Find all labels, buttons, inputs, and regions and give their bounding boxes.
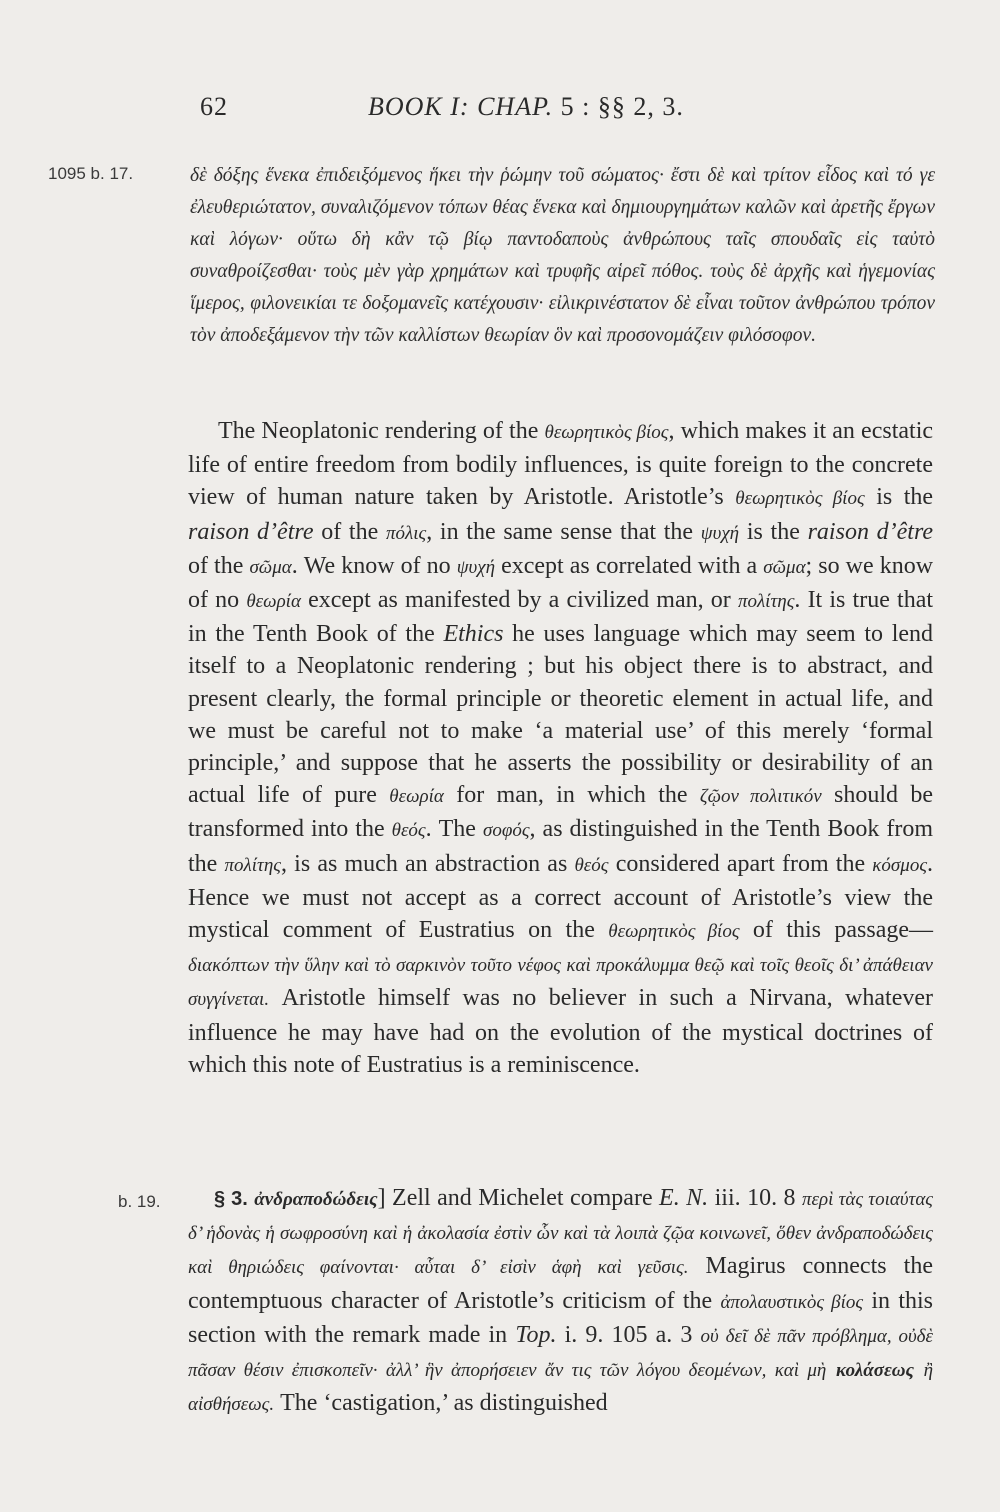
greek-term: πολίτης <box>737 591 795 613</box>
greek-term: θεός <box>391 820 426 842</box>
running-head <box>200 92 940 132</box>
text-run: except as manifested by a civilized man, or <box>308 587 731 614</box>
greek-term: κολάσεως <box>835 1360 914 1382</box>
text-run: he uses language which may seem to lend itself to a Neoplatonic rendering ; but his object there is to abstract, and present clearly, the formal principle or theoretic element in actual life, and we must be careful not to make ‘a material use’ of this merely ‘formal principle,’ and suppose that he asserts the possibility or desirability of an actual life of pure <box>188 621 934 809</box>
italic-phrase: raison d’être <box>188 518 314 545</box>
page-number: 62 <box>200 92 228 121</box>
text-run: Magirus connects the contemptuous character of Aristotle’s criticism of the <box>188 1253 933 1314</box>
text-run: is the <box>746 518 800 545</box>
text-run: . We know of no <box>291 552 451 579</box>
greek-quotation: δὲ δόξης ἕνεκα ἐπιδειξόμενος ἥκει τὴν ῥώμην τοῦ σώματος· ἔστι δὲ καὶ τρίτον εἶδος καὶ τό γε ἐλευθεριώτατον, συναλιζόμενον τόπων θέας ἕνεκα καὶ δημιουργημάτων καλῶν καὶ ἀρετῆς ἔργων καὶ λόγων· οὕτω δὴ κἂν τῷ βίῳ παντοδαποὺς ἀνθρώπους ταῖς σπουδαῖς εἰς ταὐτὸ συναθροίζεσθαι· τοὺς μὲν γὰρ χρημάτων καὶ τρυφῆς αἱρεῖ πόθος. τοὺς δὲ ἀρχῆς καὶ ἡγεμονίας ἵμερος, φιλονεικίαι τε δοξομανεῖς κατέχουσιν· εἰλικρινέστατον δὲ εἶναι τοῦτον ἀνθρώπου τρόπον τὸν ἀποδεξάμενον τὴν τῶν καλλίστων θεωρίαν ὃν καὶ προσονομάζειν φιλόσοφον. <box>190 165 935 346</box>
greek-term: σοφός <box>482 820 530 842</box>
italic-phrase: raison d’être <box>807 518 934 545</box>
greek-term: σῶμα <box>763 556 806 578</box>
main-paragraph <box>188 415 933 1081</box>
text-run: for man, in which the <box>456 782 688 809</box>
greek-term: θεωρητικὸς βίος <box>544 422 669 443</box>
lemma-word: ἀνδραποδώδεις <box>254 1189 378 1210</box>
text-run: Aristotle himself was no believer in such a Nirvana, whatever influence he may have had on the evolution of the mystical doctrines of which this note of Eustratius is a reminiscence. <box>188 985 933 1078</box>
text-run: considered apart from the <box>615 850 866 877</box>
italic-phrase: E. N. <box>659 1185 709 1211</box>
text-run: i. 9. 105 a. 3 <box>564 1321 693 1348</box>
text-run: , which makes it an ecstatic life of entire freedom from bodily influences, is quite foreign to the concrete view of human nature taken by Aristotle. Aristotle’s <box>188 418 934 511</box>
note-paragraph <box>188 1182 933 1421</box>
chapter-label: BOOK I: CHAP. <box>368 92 554 121</box>
section-marker: § 3. <box>214 1188 248 1210</box>
italic-phrase: Ethics <box>443 621 504 648</box>
text-run: of the <box>188 552 244 579</box>
greek-term: κόσμος <box>872 854 928 876</box>
italic-phrase: Top. <box>515 1321 557 1348</box>
text-run: of this passage— <box>752 917 933 944</box>
text-run: , in the same sense that the <box>426 518 694 545</box>
chapter-title <box>368 92 684 122</box>
chapter-sections: 5 : §§ 2, 3. <box>560 92 684 121</box>
greek-term: θεωρητικὸς βίος <box>735 488 865 510</box>
text-run: except as correlated with a <box>501 552 758 579</box>
greek-term: θεός <box>574 854 609 876</box>
greek-term: θεωρία <box>389 786 444 808</box>
greek-term: σῶμα <box>249 556 292 578</box>
text-run: iii. 10. 8 <box>714 1185 796 1211</box>
greek-term: ψυχή <box>456 556 496 578</box>
text-run: ; so we know of no <box>188 552 934 614</box>
margin-reference: b. 19. <box>118 1192 161 1211</box>
text-run: is the <box>876 484 934 511</box>
text-run: The ‘castigation,’ as distinguished <box>280 1390 608 1417</box>
greek-term: θεωρητικὸς βίος <box>608 921 740 943</box>
text-run: . It is true that in the Tenth Book of the <box>188 587 934 648</box>
text-run: , as distinguished in the Tenth Book from the <box>188 816 934 877</box>
greek-term: ἢ αἰσθήσεως. <box>188 1360 934 1416</box>
text-run: . Hence we must not accept as a correct account of Aristotle’s view the mystical comment of Eustratius on the <box>188 850 934 944</box>
greek-quote-inline: οὐ δεῖ δὲ πᾶν πρόβλημα, οὐδὲ πᾶσαν θέσιν ἐπισκοπεῖν· ἀλλ’ ἣν ἀπορήσειεν ἄν τις τῶν λόγου δεομένων, καὶ μὴ <box>188 1325 934 1382</box>
text-run: of the <box>321 518 379 545</box>
greek-term: ψυχή <box>700 522 740 544</box>
greek-term: ζῷον πολιτικόν <box>699 786 822 808</box>
margin-reference: 1095 b. 17. <box>48 164 134 183</box>
text-run: ] Zell and Michelet compare <box>377 1185 653 1211</box>
text-run: . The <box>425 816 476 843</box>
greek-quote-inline: περὶ τὰς τοιαύτας δ’ ἡδονὰς ἡ σωφροσύνη καὶ ἡ ἀκολασία ἐστὶν ὧν καὶ τὰ λοιπὰ ζῷα κοινωνεῖ, ὅθεν ἀνδραποδώδεις καὶ θηριώδεις φαίνονται· αὗται δ’ εἰσὶν ἁφὴ καὶ γεῦσις. <box>188 1189 934 1279</box>
greek-term: πόλις <box>385 522 427 544</box>
text-run: , is as much an abstraction as <box>280 850 568 877</box>
greek-term: πολίτης <box>224 854 281 876</box>
text-run: The Neoplatonic rendering of the <box>218 418 539 444</box>
text-run: in this section with the remark made in <box>188 1287 934 1348</box>
greek-term: ἀπολαυστικὸς βίος <box>720 1291 864 1313</box>
greek-term: θεωρία <box>246 591 301 613</box>
greek-quote-inline: διακόπτων τὴν ὕλην καὶ τὸ σαρκινὸν τοῦτο νέφος καὶ προκάλυμμα θεῷ καὶ τοῖς θεοῖς δι’ ἀπάθειαν συγγίνεται. <box>188 955 933 1011</box>
text-run: should be transformed into the <box>188 782 934 843</box>
